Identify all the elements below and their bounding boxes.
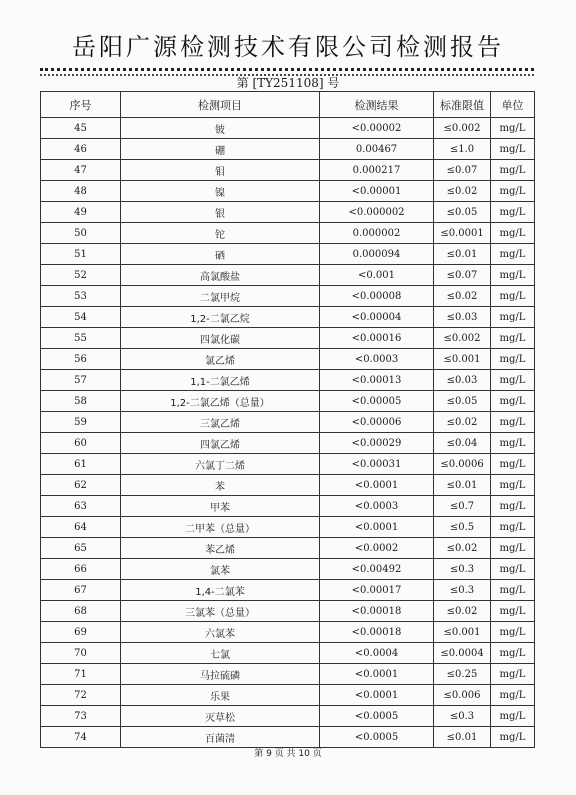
cell-index: 53 xyxy=(41,286,121,307)
cell-limit: ≤0.002 xyxy=(434,118,491,139)
table-row xyxy=(41,265,535,286)
cell-index: 51 xyxy=(41,244,121,265)
cell-limit: ≤0.07 xyxy=(434,265,491,286)
cell-index: 56 xyxy=(41,349,121,370)
cell-unit: mg/L xyxy=(491,307,535,328)
table-row xyxy=(41,580,535,601)
cell-item: 硒 xyxy=(121,244,320,265)
column-header-item: 检测项目 xyxy=(121,92,320,118)
cell-index: 65 xyxy=(41,538,121,559)
cell-result: <0.00017 xyxy=(320,580,434,601)
cell-index: 73 xyxy=(41,706,121,727)
cell-result: <0.00001 xyxy=(320,181,434,202)
cell-item: 甲苯 xyxy=(121,496,320,517)
cell-limit: ≤0.05 xyxy=(434,202,491,223)
table-row xyxy=(41,307,535,328)
cell-item: 钼 xyxy=(121,160,320,181)
cell-item: 镍 xyxy=(121,181,320,202)
cell-result: <0.0003 xyxy=(320,496,434,517)
cell-unit: mg/L xyxy=(491,223,535,244)
cell-result: 0.000217 xyxy=(320,160,434,181)
cell-limit: ≤0.02 xyxy=(434,538,491,559)
table-row xyxy=(41,664,535,685)
table-row xyxy=(41,622,535,643)
cell-limit: ≤0.07 xyxy=(434,160,491,181)
cell-item: 六氯丁二烯 xyxy=(121,454,320,475)
table-row xyxy=(41,160,535,181)
cell-item: 氯乙烯 xyxy=(121,349,320,370)
cell-unit: mg/L xyxy=(491,622,535,643)
cell-index: 55 xyxy=(41,328,121,349)
table-row xyxy=(41,202,535,223)
cell-index: 64 xyxy=(41,517,121,538)
cell-index: 70 xyxy=(41,643,121,664)
cell-limit: ≤0.02 xyxy=(434,181,491,202)
cell-item: 二氯甲烷 xyxy=(121,286,320,307)
cell-index: 68 xyxy=(41,601,121,622)
cell-result: <0.0005 xyxy=(320,706,434,727)
cell-limit: ≤0.03 xyxy=(434,307,491,328)
cell-index: 48 xyxy=(41,181,121,202)
cell-item: 四氯乙烯 xyxy=(121,433,320,454)
cell-limit: ≤0.001 xyxy=(434,349,491,370)
cell-limit: ≤0.3 xyxy=(434,580,491,601)
table-header-row xyxy=(41,92,535,118)
cell-result: <0.00018 xyxy=(320,601,434,622)
cell-limit: ≤0.001 xyxy=(434,622,491,643)
cell-limit: ≤0.0006 xyxy=(434,454,491,475)
cell-limit: ≤0.01 xyxy=(434,475,491,496)
cell-result: <0.00031 xyxy=(320,454,434,475)
cell-limit: ≤0.01 xyxy=(434,727,491,748)
table-row xyxy=(41,496,535,517)
table-row xyxy=(41,433,535,454)
cell-limit: ≤0.0004 xyxy=(434,643,491,664)
cell-item: 苯 xyxy=(121,475,320,496)
cell-index: 52 xyxy=(41,265,121,286)
column-header-result: 检测结果 xyxy=(320,92,434,118)
cell-result: <0.000002 xyxy=(320,202,434,223)
cell-limit: ≤0.5 xyxy=(434,517,491,538)
cell-index: 50 xyxy=(41,223,121,244)
cell-unit: mg/L xyxy=(491,391,535,412)
cell-result: <0.0004 xyxy=(320,643,434,664)
cell-unit: mg/L xyxy=(491,118,535,139)
cell-limit: ≤0.006 xyxy=(434,685,491,706)
cell-result: <0.001 xyxy=(320,265,434,286)
cell-unit: mg/L xyxy=(491,328,535,349)
cell-item: 二甲苯（总量） xyxy=(121,517,320,538)
cell-item: 硼 xyxy=(121,139,320,160)
report-number: 第 [TY251108] 号 xyxy=(236,76,340,90)
cell-unit: mg/L xyxy=(491,202,535,223)
cell-item: 三氯乙烯 xyxy=(121,412,320,433)
table-row xyxy=(41,328,535,349)
title-divider-dotted xyxy=(40,68,534,71)
cell-result: 0.00467 xyxy=(320,139,434,160)
table-row xyxy=(41,223,535,244)
table-row xyxy=(41,685,535,706)
table-row xyxy=(41,475,535,496)
cell-result: <0.00029 xyxy=(320,433,434,454)
table-row xyxy=(41,139,535,160)
table-row xyxy=(41,643,535,664)
cell-index: 49 xyxy=(41,202,121,223)
cell-item: 苯乙烯 xyxy=(121,538,320,559)
cell-unit: mg/L xyxy=(491,643,535,664)
table-row xyxy=(41,370,535,391)
cell-result: <0.0001 xyxy=(320,475,434,496)
cell-index: 58 xyxy=(41,391,121,412)
table-row xyxy=(41,601,535,622)
cell-index: 57 xyxy=(41,370,121,391)
cell-index: 54 xyxy=(41,307,121,328)
cell-unit: mg/L xyxy=(491,517,535,538)
cell-limit: ≤0.0001 xyxy=(434,223,491,244)
cell-unit: mg/L xyxy=(491,286,535,307)
cell-item: 银 xyxy=(121,202,320,223)
cell-item: 1,1-二氯乙烯 xyxy=(121,370,320,391)
cell-result: <0.00008 xyxy=(320,286,434,307)
cell-item: 四氯化碳 xyxy=(121,328,320,349)
cell-index: 59 xyxy=(41,412,121,433)
cell-item: 铍 xyxy=(121,118,320,139)
cell-item: 高氯酸盐 xyxy=(121,265,320,286)
cell-unit: mg/L xyxy=(491,601,535,622)
cell-result: <0.00002 xyxy=(320,118,434,139)
table-row xyxy=(41,181,535,202)
cell-index: 47 xyxy=(41,160,121,181)
table-row xyxy=(41,727,535,748)
cell-item: 1,4-二氯苯 xyxy=(121,580,320,601)
cell-result: <0.0001 xyxy=(320,685,434,706)
cell-unit: mg/L xyxy=(491,559,535,580)
cell-limit: ≤0.25 xyxy=(434,664,491,685)
cell-item: 1,2-二氯乙烷 xyxy=(121,307,320,328)
cell-unit: mg/L xyxy=(491,139,535,160)
cell-result: 0.000094 xyxy=(320,244,434,265)
cell-index: 61 xyxy=(41,454,121,475)
cell-unit: mg/L xyxy=(491,160,535,181)
column-header-index: 序号 xyxy=(41,92,121,118)
results-table xyxy=(40,91,535,748)
table-body xyxy=(41,118,535,748)
column-header-unit: 单位 xyxy=(491,92,535,118)
cell-unit: mg/L xyxy=(491,433,535,454)
cell-limit: ≤0.02 xyxy=(434,412,491,433)
cell-item: 三氯苯（总量） xyxy=(121,601,320,622)
cell-limit: ≤1.0 xyxy=(434,139,491,160)
cell-limit: ≤0.3 xyxy=(434,559,491,580)
cell-index: 45 xyxy=(41,118,121,139)
cell-limit: ≤0.002 xyxy=(434,328,491,349)
cell-result: <0.0001 xyxy=(320,517,434,538)
cell-limit: ≤0.03 xyxy=(434,370,491,391)
cell-unit: mg/L xyxy=(491,454,535,475)
cell-unit: mg/L xyxy=(491,265,535,286)
cell-result: <0.0002 xyxy=(320,538,434,559)
cell-limit: ≤0.02 xyxy=(434,286,491,307)
cell-item: 1,2-二氯乙烯（总量） xyxy=(121,391,320,412)
cell-limit: ≤0.7 xyxy=(434,496,491,517)
cell-item: 氯苯 xyxy=(121,559,320,580)
table-row xyxy=(41,559,535,580)
cell-unit: mg/L xyxy=(491,727,535,748)
cell-index: 71 xyxy=(41,664,121,685)
cell-result: <0.00492 xyxy=(320,559,434,580)
cell-unit: mg/L xyxy=(491,580,535,601)
cell-index: 72 xyxy=(41,685,121,706)
cell-result: <0.00018 xyxy=(320,622,434,643)
cell-result: 0.000002 xyxy=(320,223,434,244)
cell-unit: mg/L xyxy=(491,496,535,517)
cell-unit: mg/L xyxy=(491,181,535,202)
table-row xyxy=(41,391,535,412)
cell-limit: ≤0.05 xyxy=(434,391,491,412)
cell-item: 七氯 xyxy=(121,643,320,664)
cell-unit: mg/L xyxy=(491,349,535,370)
table-row xyxy=(41,538,535,559)
cell-result: <0.00013 xyxy=(320,370,434,391)
cell-index: 60 xyxy=(41,433,121,454)
cell-item: 铊 xyxy=(121,223,320,244)
cell-index: 46 xyxy=(41,139,121,160)
table-row xyxy=(41,286,535,307)
cell-result: <0.0005 xyxy=(320,727,434,748)
cell-unit: mg/L xyxy=(491,664,535,685)
cell-limit: ≤0.02 xyxy=(434,601,491,622)
cell-item: 马拉硫磷 xyxy=(121,664,320,685)
cell-result: <0.00006 xyxy=(320,412,434,433)
cell-item: 灭草松 xyxy=(121,706,320,727)
cell-unit: mg/L xyxy=(491,244,535,265)
cell-index: 69 xyxy=(41,622,121,643)
cell-item: 六氯苯 xyxy=(121,622,320,643)
cell-unit: mg/L xyxy=(491,685,535,706)
table-row xyxy=(41,349,535,370)
cell-result: <0.00004 xyxy=(320,307,434,328)
table-row xyxy=(41,412,535,433)
table-row xyxy=(41,706,535,727)
cell-result: <0.00016 xyxy=(320,328,434,349)
cell-result: <0.00005 xyxy=(320,391,434,412)
cell-index: 62 xyxy=(41,475,121,496)
cell-unit: mg/L xyxy=(491,412,535,433)
cell-limit: ≤0.01 xyxy=(434,244,491,265)
cell-unit: mg/L xyxy=(491,370,535,391)
cell-result: <0.0003 xyxy=(320,349,434,370)
cell-limit: ≤0.3 xyxy=(434,706,491,727)
column-header-limit: 标准限值 xyxy=(434,92,491,118)
cell-index: 66 xyxy=(41,559,121,580)
cell-item: 乐果 xyxy=(121,685,320,706)
page-footer: 第 9 页 共 10 页 xyxy=(254,749,322,759)
table-row xyxy=(41,244,535,265)
cell-result: <0.0001 xyxy=(320,664,434,685)
cell-index: 74 xyxy=(41,727,121,748)
cell-index: 63 xyxy=(41,496,121,517)
cell-limit: ≤0.04 xyxy=(434,433,491,454)
table-row xyxy=(41,454,535,475)
table-row xyxy=(41,118,535,139)
cell-item: 百菌清 xyxy=(121,727,320,748)
cell-unit: mg/L xyxy=(491,706,535,727)
cell-unit: mg/L xyxy=(491,475,535,496)
report-title: 岳阳广源检测技术有限公司检测报告 xyxy=(72,33,504,61)
cell-unit: mg/L xyxy=(491,538,535,559)
cell-index: 67 xyxy=(41,580,121,601)
table-row xyxy=(41,517,535,538)
